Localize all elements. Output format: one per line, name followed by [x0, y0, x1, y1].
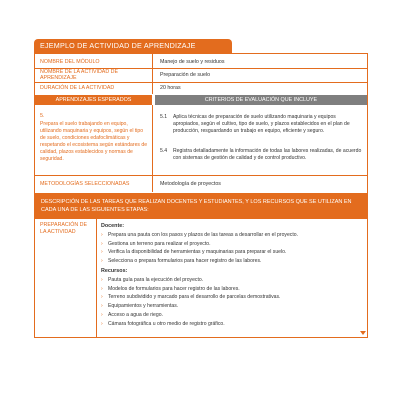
- duration-label: DURACIÓN DE LA ACTIVIDAD: [40, 85, 115, 91]
- description-header: DESCRIPCIÓN DE LAS TAREAS QUE REALIZAN DOCENTES Y ESTUDIANTES, Y LOS RECURSOS QUE SE UTILIZAN EN CADA UNA DE LAS SIGUIENTES ETAPAS:: [35, 193, 367, 219]
- arrow-bullet-icon: ›: [101, 258, 103, 265]
- list-item: › Terreno subdividido y marcado para el desarrollo de parcelas demostrativas.: [101, 294, 281, 301]
- criterio-text: Registra detalladamente la información de todas las labores realizadas, de acuerdo con sistemas de gestión de calidad y de control productivo.: [173, 148, 362, 161]
- methodology-value: Metodología de proyectos: [160, 180, 221, 187]
- arrow-bullet-icon: ›: [101, 277, 103, 283]
- list-item: › Equipamientos y herramientas.: [101, 303, 179, 310]
- column-divider: [96, 219, 97, 337]
- module-name-value: Manejo de suelo y residuos: [160, 59, 225, 65]
- activity-name-label: NOMBRE DE LA ACTIVIDAD DE APRENDIZAJE: [40, 69, 118, 81]
- recursos-list: [101, 276, 280, 328]
- methodology-label: METODOLOGÍAS SELECCIONADAS: [40, 180, 130, 187]
- list-item: › Acceso a agua de riego.: [101, 311, 163, 318]
- column-divider: [152, 176, 153, 192]
- arrow-bullet-icon: ›: [101, 285, 103, 292]
- duration-value: 20 horas: [160, 85, 181, 91]
- activity-name-row: [35, 69, 367, 81]
- criterio-number: 5.4: [160, 148, 168, 154]
- aprendizaje-text: Prepara el suelo trabajando en equipo, utilizando maquinaria y equipos, según el tipo de suelo, condiciones edafoclimáticas y respetando el ecosistema según estándares de calidad, plazos establecidos y normas de seguridad.: [40, 121, 148, 162]
- activity-banner-title: EJEMPLO DE ACTIVIDAD DE APRENDIZAJE: [34, 39, 232, 53]
- criterio-text: Aplica técnicas de preparación de suelo utilizando maquinaria y equipos apropiados, según el cultivo, tipo de suelo, y plazos establecidos en el plan de producción, resguardando un trabajo en equipo, eficiente y seguro.: [173, 114, 350, 134]
- list-item: › Gestiona un terreno para realizar el proyecto.: [101, 240, 211, 247]
- row-divider: [35, 175, 367, 176]
- duration-row: [35, 83, 367, 93]
- corner-triangle-icon: [360, 331, 366, 335]
- list-item: › Prepara una pauta con los pasos y plazos de las tareas a desarrollar en el proyecto.: [101, 232, 298, 238]
- docente-list: [101, 231, 298, 266]
- arrow-bullet-icon: ›: [101, 294, 103, 301]
- module-name-row: [35, 57, 367, 67]
- list-item: › Cámara fotográfica u otro medio de registro gráfico.: [101, 320, 225, 327]
- aprendizajes-header: APRENDIZAJES ESPERADOS: [35, 95, 152, 105]
- recursos-title: Recursos:: [101, 268, 128, 274]
- preparation-label: PREPARACIÓN DE LA ACTIVIDAD: [40, 222, 87, 235]
- methodology-row: [35, 177, 367, 190]
- module-name-label: NOMBRE DEL MÓDULO: [40, 59, 100, 65]
- list-item: › Verifica la disponibilidad de herramientas y maquinarias para preparar el suelo.: [101, 249, 287, 256]
- list-item: › Modelos de formularios para hacer registro de las labores.: [101, 285, 240, 292]
- column-divider: [152, 54, 153, 94]
- criterio-number: 5.1: [160, 114, 168, 120]
- criterio-item: [160, 148, 362, 162]
- criterio-item: [160, 114, 362, 135]
- aprendizaje-number: 5.: [40, 113, 45, 119]
- arrow-bullet-icon: ›: [101, 240, 103, 247]
- arrow-bullet-icon: ›: [101, 320, 103, 327]
- arrow-bullet-icon: ›: [101, 311, 103, 318]
- arrow-bullet-icon: ›: [101, 249, 103, 256]
- docente-title: Docente:: [101, 223, 125, 229]
- criterios-header: CRITERIOS DE EVALUACIÓN QUE INCLUYE: [155, 95, 367, 105]
- activity-name-value: Preparación de suelo: [160, 72, 211, 78]
- arrow-bullet-icon: ›: [101, 303, 103, 310]
- list-item: › Selecciona o prepara formularios para hacer registro de las labores.: [101, 258, 262, 265]
- list-item: › Pauta guía para la ejecución del proyecto.: [101, 277, 204, 283]
- column-divider: [152, 105, 153, 175]
- arrow-bullet-icon: ›: [101, 232, 103, 238]
